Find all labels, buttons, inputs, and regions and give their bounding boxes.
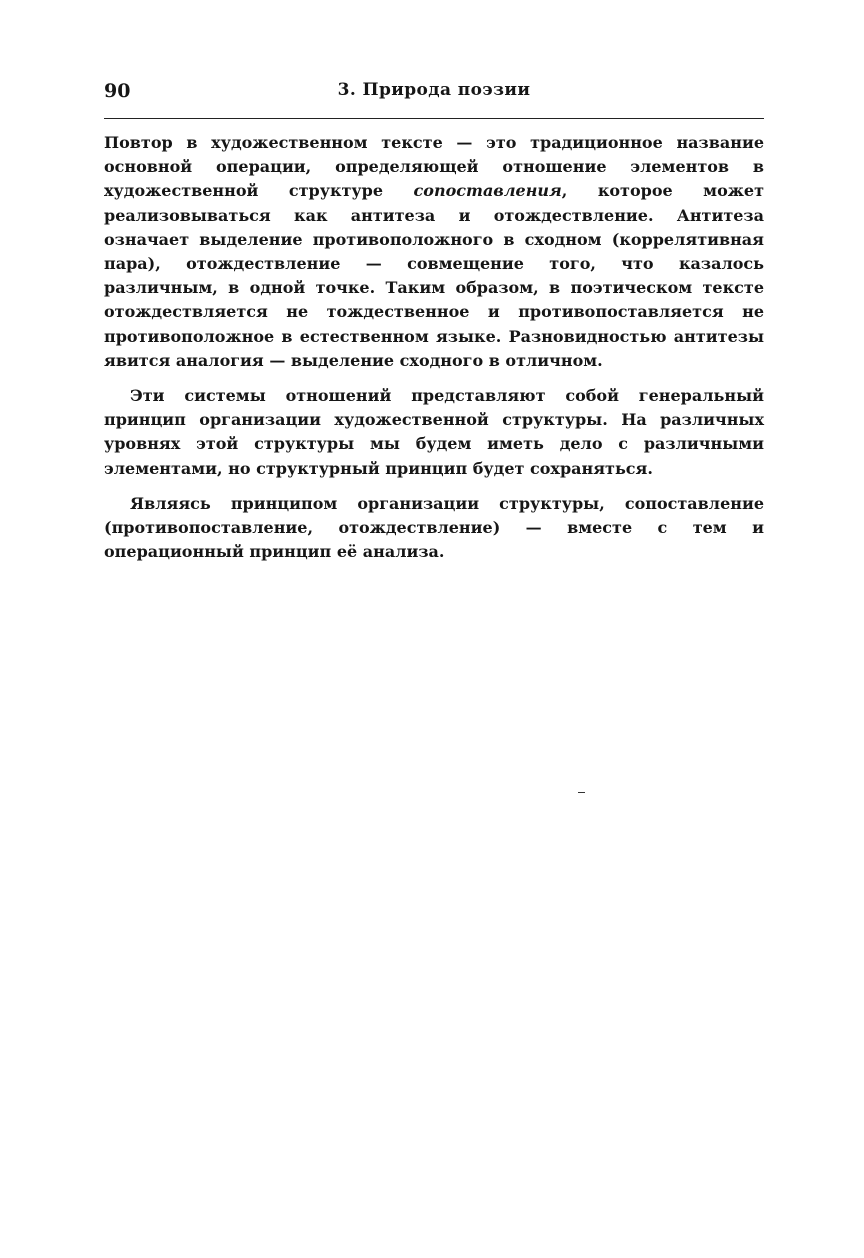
body-text (104, 131, 764, 575)
term-comparison: сопоставления (413, 181, 562, 201)
paragraph-relation-systems: Эти системы отношений представляют собой генеральный принцип организации художественной структуры. На различных уровнях этой структуры мы будем иметь дело с различными элементами, но структурный принцип будет сохраняться. (104, 386, 764, 478)
paragraph-1-text-start: Повтор в художественном тексте — это традиционное название основной операции, определяющей отношение элементов в художественной структуре (104, 133, 764, 201)
stray-mark (578, 792, 585, 793)
page-number: 90 (104, 80, 131, 102)
page-header (104, 80, 764, 110)
paragraph-1-text-end: , которое может реализовываться как антитеза и отождествление. Антитеза означает выделение противоположного в сходном (коррелятивная пара), отождествление — совмещение того, что казалось различным, в одной точке. Таким образом, в поэтическом тексте отождествляется не тождественное и противопоставляется не противоположное в естественном языке. Разновидностью антитезы явится аналогия — выделение сходного в отличном. (104, 181, 764, 370)
header-rule (104, 118, 764, 119)
paragraph-repetition (104, 131, 764, 373)
paragraph-analysis-principle: Являясь принципом организации структуры, сопоставление (противопоставление, отождествление) — вместе с тем и операционный принцип её анализа. (104, 493, 764, 562)
running-title: 3. Природа поэзии (337, 80, 531, 100)
